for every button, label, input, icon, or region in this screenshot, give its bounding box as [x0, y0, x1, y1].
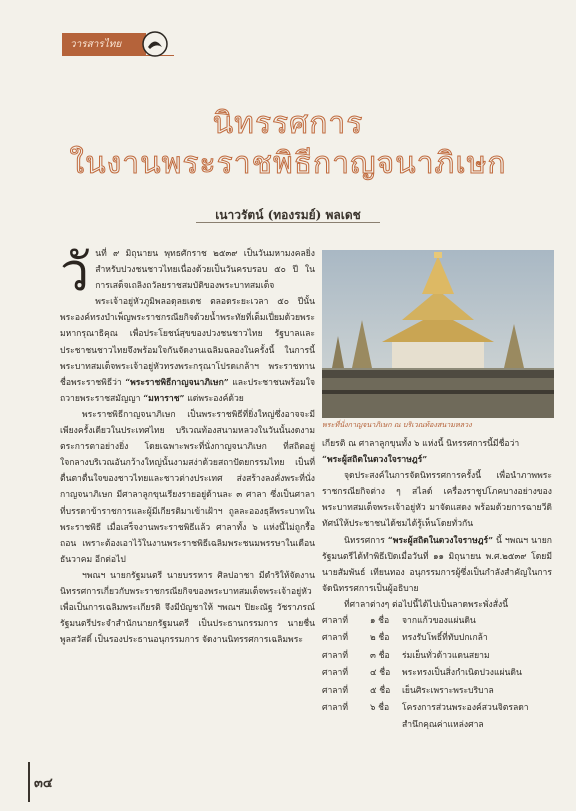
paragraph-1-text: นที่ ๙ มิถุนายน พุทธศักราช ๒๕๓๙ เป็นวันมหามงคลยิ่งสำหรับปวงชนชาวไทยเนื่องด้วยเป็นวันครบรอบ ๕๐ ปี ในการเสด็จเถลิงถวัลยราชสมบัติของพระบาทสมเด็จพระเจ้าอยู่หัวภูมิพลอดุลยเดช ตลอดระยะเวลา ๕๐ ปีนั้น พระองค์ทรงบำเพ็ญพระราชกรณียกิจด้วยน้ำพระทัยที่เต็มเปี่ยมด้วยพระมหากรุณาธิคุณ เพื่อประโยชน์สุขของปวงชนชาวไทย รัฐบาลและประชาชนชาวไทยจึงพร้อมใจกันจัดงานเฉลิมฉลองในครั้งนี้ ในการนี้พระบาทสมเด็จพระเจ้าอยู่หัวทรงพระกรุณาโปรดเกล้าฯ พระราชทานชื่อพระราชพิธีว่า: [60, 249, 315, 388]
ceremony-name: “พระราชพิธีกาญจนาภิเษก”: [125, 377, 229, 388]
drop-cap: วั: [60, 243, 90, 303]
pavilion-number: ๑ ชื่อ: [370, 616, 390, 627]
pavilion-key: ศาลาที่: [322, 668, 349, 679]
right-paragraph-3-b: นี้ ฯพณฯ นายกรัฐมนตรีได้ทำพิธีเปิดเมื่อวันที่ ๑๑ มิถุนายน พ.ศ.๒๕๓๙ โดยมีนายสัมพันธ์ เทียนทอง อนุกรรมการผู้ซึ่งเป็นกำลังสำคัญในการจัดนิทรรศการเป็นผู้อธิบาย: [322, 535, 553, 594]
exhibition-name-2: “พระผู้สถิตในดวงใจราษฎร์”: [387, 535, 494, 546]
pavilion-key: ศาลาที่: [322, 650, 349, 661]
right-column: [322, 436, 552, 735]
title-line-2: ในงานพระราชพิธีกาญจนาภิเษก: [69, 146, 507, 181]
right-paragraph-3: [322, 533, 552, 597]
pavilion-key: ศาลาที่: [322, 685, 349, 696]
pavilion-name: เย็นศิระเพราะพระบริบาล: [402, 685, 494, 696]
paragraph-1-end: แด่พระองค์ด้วย: [187, 393, 244, 404]
section-label: วารสารไทย: [70, 39, 122, 50]
pavilion-name: ร่มเย็นทั่วด้าวแดนสยาม: [402, 650, 490, 661]
list-item: [322, 613, 552, 630]
pavilion-number: ๔ ชื่อ: [370, 668, 391, 679]
exhibition-name: “พระผู้สถิตในดวงใจราษฎร์”: [322, 455, 428, 466]
pavilion-name: จากแก้วของแผ่นดิน: [402, 616, 476, 627]
pavilion-number: ๓ ชื่อ: [370, 650, 390, 661]
list-item: [322, 648, 552, 665]
list-item: [322, 683, 552, 700]
section-header: [62, 33, 146, 55]
pavilion-name: ทรงรับโพธิ์ที่ทับปกเกล้า: [402, 633, 488, 644]
pavilion-number: ๒ ชื่อ: [370, 633, 390, 644]
paragraph-2: พระราชพิธีกาญจนาภิเษก เป็นพระราชพิธีที่ยิ่งใหญ่ซึ่งอาจจะมีเพียงครั้งเดียวในประเทศไทย บริเวณท้องสนามหลวงในวันนั้นงดงามตระการตาอย่างยิ่ง โดยเฉพาะพระที่นั่งกาญจนาภิเษก ที่สถิตอยู่ใจกลางบริเวณอันกว้างใหญ่นั้นงามสง่าด้วยสถาปัตยกรรมไทย เป็นที่ตื่นตาตื่นใจของชาวไทยและชาวต่างประเทศ ส่งสร้างลงคั่งพระที่นั่งกาญจนาภิเษก มีศาลาลูกขุนเรียงรายอยู่ด้านละ ๓ ศาลา ซึ่งเป็นศาลาที่บรรดาข้าราชการและผู้มีเกียรติมาเข้าเฝ้าฯ ถูลละอองธุลีพระบาทในพระราชพิธี เมื่อเสร็จงานพระราชพิธีแล้ว ศาลาทั้ง ๖ แห่งนี้ไม่ถูกรื้อถอน เพราะต้องเอาไว้ในงานพระราชพิธีเฉลิมพระชนมพรรษาในเดือนธันวาคม อีกต่อไป: [60, 409, 315, 565]
paragraph-1: [60, 243, 316, 407]
list-item: [322, 630, 552, 647]
paragraph-3: ฯพณฯ นายกรัฐมนตรี นายบรรหาร ศิลปอาชา มีดำริให้จัดงานนิทรรศการเกี่ยวกับพระราชกรณียกิจของพระบาทสมเด็จพระเจ้าอยู่หัวเพื่อเป็นการเฉลิมพระเกียรติ จึงมีบัญชาให้ ฯพณฯ ปิยะณัฐ วัชราภรณ์ รัฐมนตรีประจำสำนักนายกรัฐมนตรี เป็นประธานกรรมการ นายชื่น พูลสวัสดิ์ เป็นรองประธานอนุกรรมการ จัดงานนิทรรศการเฉลิมพระ: [60, 570, 315, 646]
author-byline: เนาวรัตน์ (ทองรมย์) พลเดช: [215, 208, 361, 222]
list-item: [322, 700, 552, 735]
left-column: [60, 243, 316, 648]
pavilion-name: โครงการส่วนพระองค์สวนจิตรลดา สำนึกคุณค่าแหล่งศาล: [402, 703, 529, 731]
paragraph-1-tail: และประชาชนพร้อมใจถวายพระราชสมัญญา: [60, 377, 316, 404]
pavilion-key: ศาลาที่: [322, 633, 349, 644]
page-number-bar: [28, 762, 30, 802]
right-paragraph-4: ที่ศาลาต่างๆ ต่อไปนี้ได้ไปเป็นลาดพระพั่งสั่งนี้: [344, 599, 509, 610]
pavilion-list: [322, 613, 552, 735]
pavilion-key: ศาลาที่: [322, 616, 349, 627]
title-line-1: นิทรรศการ: [212, 106, 364, 141]
maharaj-title: “มหาราช”: [143, 393, 185, 404]
right-paragraph-1: [322, 436, 552, 468]
list-item: [322, 665, 552, 682]
pavilion-number: ๕ ชื่อ: [370, 685, 391, 696]
ceremony-photo: [322, 250, 554, 418]
pavilion-number: ๖ ชื่อ: [370, 703, 390, 714]
pavilion-name: พระทรงเป็นสิ่งกำเนิดปวงแผ่นดิน: [402, 668, 522, 679]
author-rule: [196, 222, 380, 223]
right-paragraph-1-text: เกียรติ ณ ศาลาลูกขุนทั้ง ๖ แห่งนี้ นิทรรศการนี้มีชื่อว่า: [322, 439, 520, 449]
page-number: ๓๔: [34, 776, 53, 791]
thai-journal-logo-icon: [142, 31, 168, 57]
right-paragraph-2: จุดประสงค์ในการจัดนิทรรศการครั้งนี้ เพื่อนำภาพพระราชกรณียกิจต่าง ๆ สไลด์ เครื่องราชูปโภคบางอย่างของพระบาทสมเด็จพระเจ้าอยู่หัว มาจัดแสดง พร้อมด้วยการฉายวีดิทัศน์ให้ประชาชนได้ชมได้รู้เห็นโดยทั่วกัน: [322, 471, 552, 530]
pavilion-key: ศาลาที่: [322, 703, 349, 714]
photo-caption: พระที่นั่งกาญจนาภิเษก ณ บริเวณท้องสนามหลวง: [322, 420, 472, 429]
right-paragraph-3-a: นิทรรศการ: [344, 535, 385, 546]
